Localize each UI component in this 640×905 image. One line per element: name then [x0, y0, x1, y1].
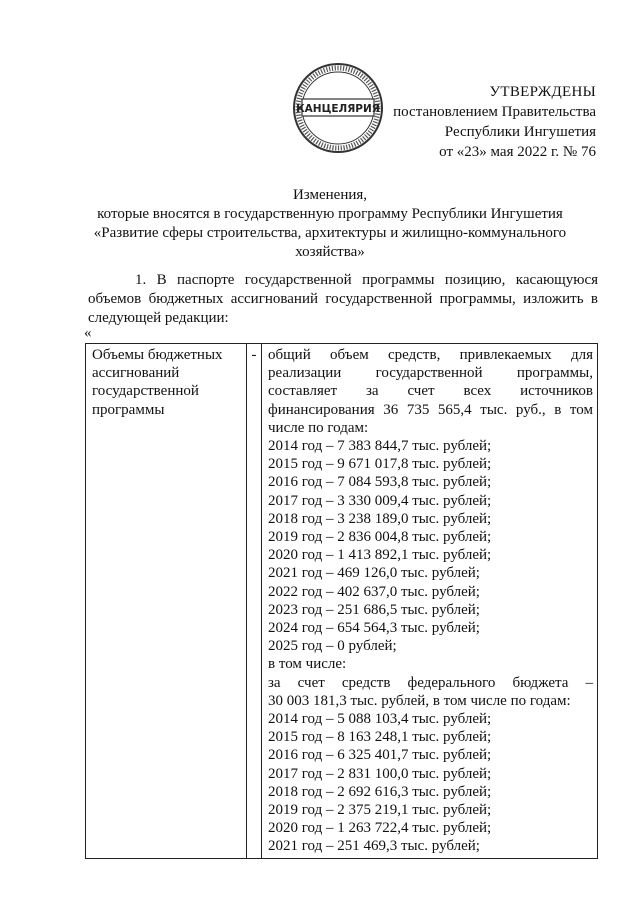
- approval-block: [393, 82, 596, 162]
- title-line-4: хозяйства»: [295, 244, 365, 260]
- label-line: программы: [92, 401, 165, 418]
- years-federal-list: [268, 710, 593, 856]
- years-total-list: [268, 437, 593, 655]
- intro-line: составляет за счет всех источников: [268, 383, 593, 400]
- list-item: 2025 год – 0 рублей;: [268, 638, 397, 655]
- list-item: 2017 год – 2 831 100,0 тыс. рублей;: [268, 765, 492, 782]
- paragraph-line-2: объемов бюджетных ассигнований государственной программы, изложить в: [88, 291, 598, 307]
- list-item: 2014 год – 5 088 103,4 тыс. рублей;: [268, 711, 492, 728]
- label-line: Объемы бюджетных: [92, 347, 223, 363]
- list-item: 2020 год – 1 413 892,1 тыс. рублей;: [268, 547, 492, 564]
- approval-heading: УТВЕРЖДЕНЫ: [489, 84, 596, 100]
- list-item: 2018 год – 2 692 616,3 тыс. рублей;: [268, 783, 492, 800]
- list-item: 2017 год – 3 330 009,4 тыс. рублей;: [268, 492, 492, 509]
- label-line: государственной: [92, 383, 199, 400]
- list-item: 2019 год – 2 836 004,8 тыс. рублей;: [268, 529, 492, 546]
- title-line-2: которые вносятся в государственную программу Республики Ингушетия: [97, 206, 563, 222]
- list-item: 2024 год – 654 564,3 тыс. рублей;: [268, 620, 480, 637]
- seal-center-text: КАНЦЕЛЯРИЯ: [296, 103, 380, 115]
- list-item: 2018 год – 3 238 189,0 тыс. рублей;: [268, 510, 492, 527]
- label-cell: [86, 344, 247, 859]
- approval-line-1: постановлением Правительства: [393, 104, 596, 120]
- label-lines: [92, 346, 242, 419]
- including-label: в том числе:: [268, 656, 347, 673]
- list-item: 2016 год – 7 084 593,8 тыс. рублей;: [268, 474, 492, 491]
- list-item: 2014 год – 7 383 844,7 тыс. рублей;: [268, 438, 492, 455]
- approval-date: от «23» мая 2022 г. № 76: [439, 144, 596, 160]
- list-item: 2015 год – 8 163 248,1 тыс. рублей;: [268, 729, 492, 746]
- intro-lines: [268, 346, 593, 419]
- list-item: 2021 год – 251 469,3 тыс. рублей;: [268, 838, 480, 855]
- federal-line-1: за счет средств федерального бюджета –: [268, 674, 593, 691]
- paragraph-line-3: следующей редакции:: [88, 310, 229, 326]
- list-item: 2020 год – 1 263 722,4 тыс. рублей;: [268, 820, 492, 837]
- title-line-1: Изменения,: [292, 187, 368, 203]
- document-title: [60, 186, 600, 262]
- intro-line: общий объем средств, привлекаемых для: [268, 347, 593, 363]
- body-paragraph: [88, 271, 598, 328]
- value-cell: [262, 344, 598, 859]
- title-line-3: «Развитие сферы строительства, архитектуры и жилищно-коммунального: [93, 225, 567, 241]
- list-item: 2015 год – 9 671 017,8 тыс. рублей;: [268, 456, 492, 473]
- federal-line-2: 30 003 181,3 тыс. рублей, в том числе по годам:: [268, 692, 571, 709]
- list-item: 2021 год – 469 126,0 тыс. рублей;: [268, 565, 480, 582]
- budget-table: [85, 343, 598, 859]
- intro-line: реализации государственной программы,: [268, 365, 593, 382]
- list-item: 2016 год – 6 325 401,7 тыс. рублей;: [268, 747, 492, 764]
- list-item: 2023 год – 251 686,5 тыс. рублей;: [268, 601, 480, 618]
- table-row: [86, 344, 598, 859]
- dash-cell: -: [247, 344, 262, 859]
- approval-line-2: Республики Ингушетия: [444, 124, 596, 140]
- list-item: 2019 год – 2 375 219,1 тыс. рублей;: [268, 802, 492, 819]
- opening-quote: «: [84, 325, 92, 341]
- chancellery-seal-icon: [292, 62, 384, 154]
- list-item: 2022 год – 402 637,0 тыс. рублей;: [268, 583, 480, 600]
- intro-last-line: числе по годам:: [268, 419, 369, 436]
- paragraph-line-1: 1. В паспорте государственной программы позицию, касающуюся: [135, 272, 598, 288]
- label-line: ассигнований: [92, 365, 180, 382]
- intro-line: финансирования 36 735 565,4 тыс. руб., в том: [268, 401, 593, 418]
